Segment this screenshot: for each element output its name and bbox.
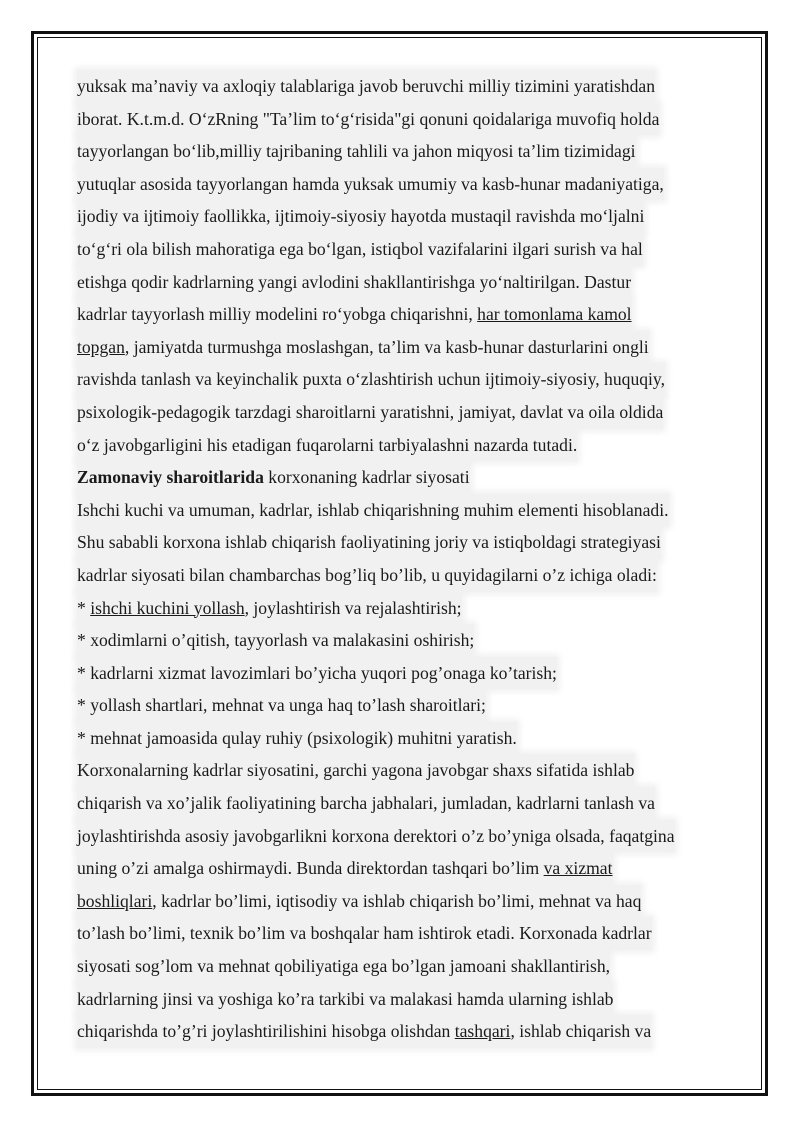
text-segment: kadrlar tayyorlash milliy modelini ro‘yobga chiqarishni, [77,304,478,325]
text-segment: kadrlarning jinsi va yoshiga ko’ra tarkibi va malakasi hamda ularning ishlab [77,988,614,1009]
text-segment: psixologik-pedagogik tarzdagi sharoitlarni yaratishni, jamiyat, davlat va oila oldida [77,401,664,422]
text-line [77,494,669,527]
text-line [77,917,652,950]
text-segment: to‘g‘ri ola bilish mahoratiga ega bo‘lgan, istiqbol vazifalarini ilgari surish va hal [77,238,643,259]
text-line [77,754,634,787]
text-line [77,624,474,657]
text-line [77,363,665,396]
text-segment: , kadrlar bo’limi, iqtisodiy va ishlab chiqarish bo’limi, mehnat va haq [152,890,642,911]
text-segment: Ishchi kuchi va umuman, kadrlar, ishlab chiqarishning muhim elementi hisoblanadi. [77,499,669,520]
text-line [77,298,632,331]
text-segment: joylashtirishda asosiy javobgarlikni korxona derektori o’z bo’yniga olsada, faqatgina [77,825,675,846]
text-line [77,331,649,364]
text-segment: * mehnat jamoasida qulay ruhiy (psixologik) muhitni yaratish. [77,727,517,748]
text-line [77,885,641,918]
text-segment: ijodiy va ijtimoiy faollikka, ijtimoiy-siyosiy hayotda mustaqil ravishda mo‘ljalni [77,206,645,227]
underlined-text: tashqari [454,1021,511,1042]
text-segment: uning o’zi amalga oshirmaydi. Bunda direktordan tashqari bo’lim [77,858,544,879]
text-line [77,429,577,462]
text-segment: , jamiyatda turmushga moslashgan, ta’lim va kasb-hunar dasturlarini ongli [124,336,649,357]
text-segment: tayyorlangan bo‘lib,milliy tajribaning tahlili va jahon miqyosi ta’lim tizimidagi [77,141,636,162]
text-segment: iborat. K.t.m.d. O‘zRning "Ta’lim to‘g‘risida"gi qonuni qoidalariga muvofiq holda [77,108,660,129]
document-body [77,70,737,1048]
text-line [77,135,636,168]
text-line [77,1015,651,1048]
text-segment: , ishlab chiqarish va [510,1021,652,1042]
text-line [77,852,613,885]
text-segment: yuksak ma’naviy va axloqiy talablariga javob beruvchi milliy tizimini yaratishdan [77,76,655,96]
text-line [77,396,663,429]
text-segment: * yollash shartlari, mehnat va unga haq to’lash sharoitlari; [77,695,486,716]
underlined-text: ishchi kuchini yollash [90,597,245,618]
text-segment: Shu sababli korxona ishlab chiqarish faoliyatining joriy va istiqboldagi strategiyasi [77,532,661,553]
text-segment: Korxonalarning kadrlar siyosatini, garchi yagona javobgar shaxs sifatida ishlab [77,760,635,781]
text-line [77,233,643,266]
text-segment: o‘z javobgarligini his etadigan fuqarolarni tarbiyalashni nazarda tutadi. [77,434,578,455]
text-segment: korxonaning kadrlar siyosati [263,467,470,488]
text-line [77,200,644,233]
text-line [77,266,631,299]
underlined-text: va xizmat [543,858,613,879]
text-line [77,657,557,690]
text-line [77,168,664,201]
text-segment: chiqarish va xo’jalik faoliyatining barcha jabhalari, jumladan, kadrlarni tanlash va [77,793,655,814]
text-line [77,950,610,983]
text-line [77,103,659,136]
text-segment: * xodimlarni o’qitish, tayyorlash va malakasini oshirish; [77,630,475,651]
text-segment: ravishda tanlash va keyinchalik puxta o‘zlashtirish uchun ijtimoiy-siyosiy, huquqiy, [77,369,665,390]
underlined-text: topgan [77,336,125,357]
text-segment: * kadrlarni xizmat lavozimlari bo’yicha yuqori pog’onaga ko’tarish; [77,662,557,683]
text-segment: to’lash bo’limi, texnik bo’lim va boshqalar ham ishtirok etadi. Korxonada kadrlar [77,923,652,944]
section-heading: Zamonaviy sharoitlarida [77,467,264,488]
text-line [77,983,613,1016]
text-line [77,592,462,625]
text-line [77,526,661,559]
text-line [77,689,486,722]
text-line [77,787,655,820]
text-segment: yutuqlar asosida tayyorlangan hamda yuksak umumiy va kasb-hunar madaniyatiga, [77,173,664,194]
underlined-text: har tomonlama kamol [477,304,632,325]
text-line [77,820,675,853]
underlined-text: boshliqlari [77,890,153,911]
text-line [77,559,657,592]
text-segment: siyosati sog’lom va mehnat qobiliyatiga ega bo’lgan jamoani shakllantirish, [77,956,611,977]
text-segment: , joylashtirish va rejalashtirish; [244,597,462,618]
text-line [77,722,517,755]
text-segment: etishga qodir kadrlarning yangi avlodini shakllantirishga yo‘naltirilgan. Dastur [77,271,632,292]
text-line [77,70,655,103]
text-segment: chiqarishda to’g’ri joylashtirilishini hisobga olishdan [77,1021,455,1042]
text-segment: * [77,597,91,618]
text-segment: kadrlar siyosati bilan chambarchas bog’liq bo’lib, u quyidagilarni o’z ichiga oladi: [77,564,657,585]
text-line [77,461,470,494]
